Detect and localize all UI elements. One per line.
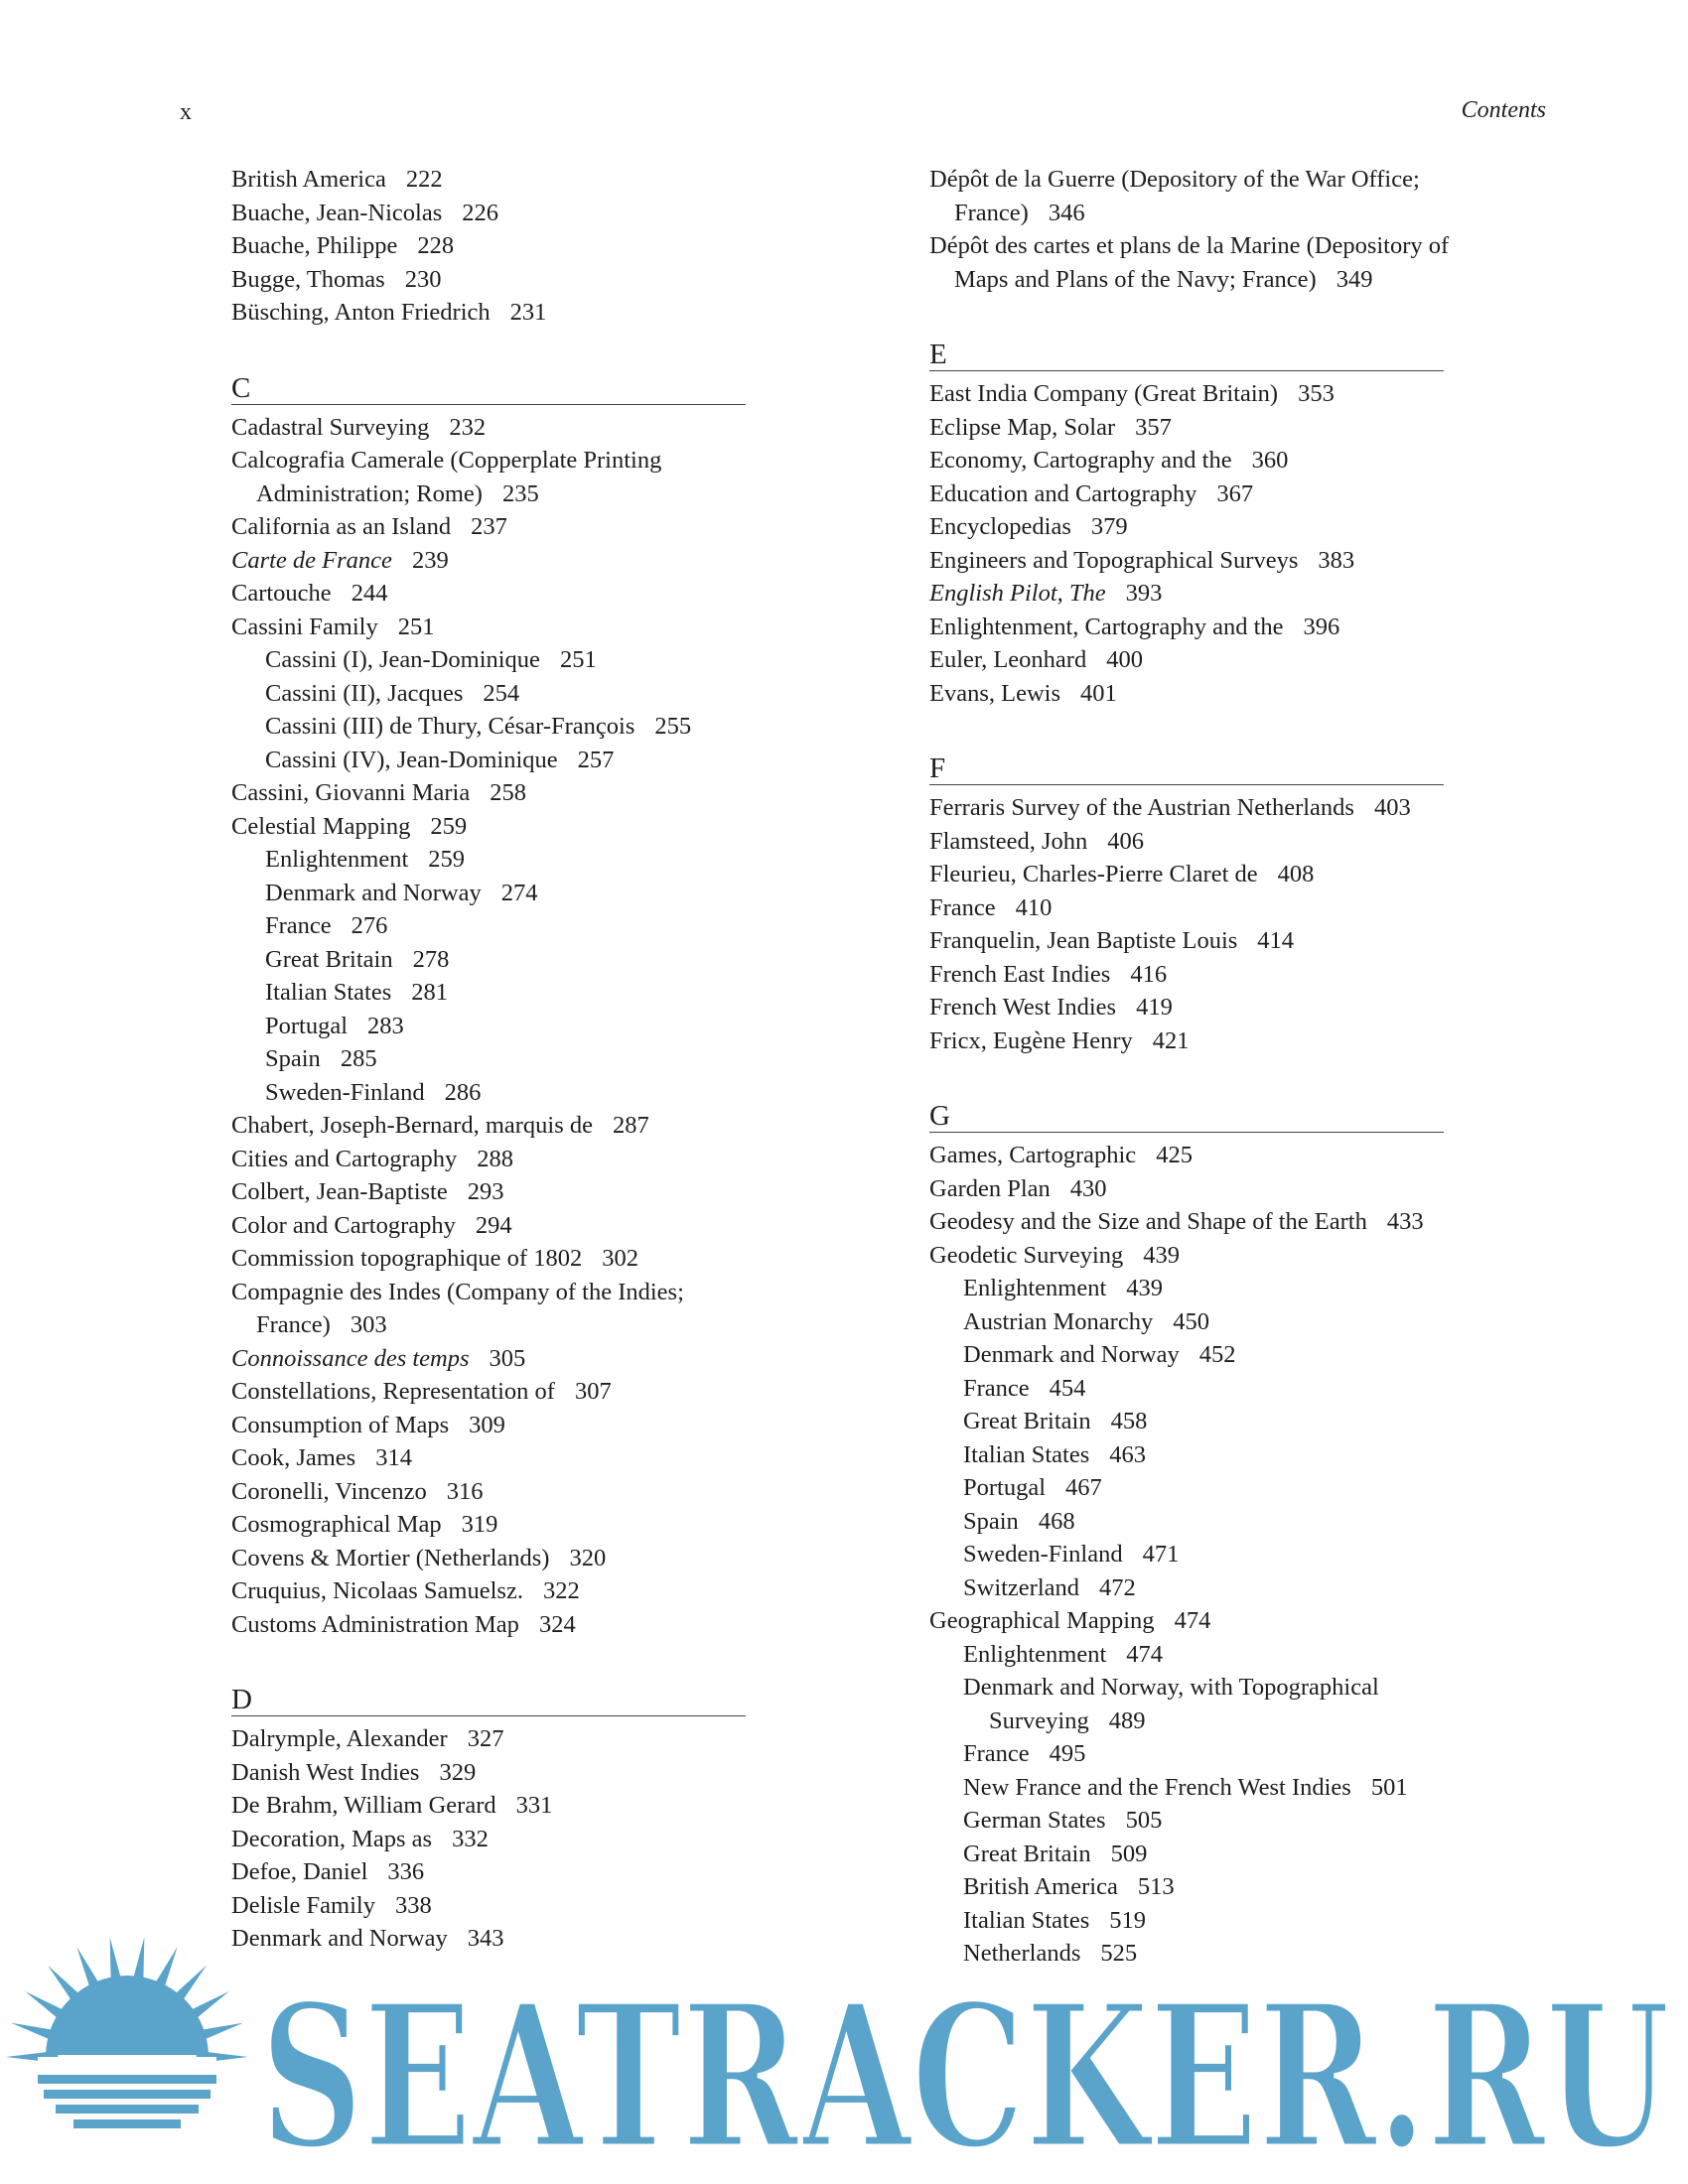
entry-title: Decoration, Maps as [231,1825,433,1852]
entry-title: Cadastral Surveying [231,413,430,441]
entry-page-number: 525 [1100,1940,1138,1967]
section-letter: F [929,752,1444,785]
entry-page-number: 276 [351,912,388,939]
entry-title: German States [963,1807,1106,1834]
entry-page-number: 322 [542,1577,580,1604]
contents-entry [929,1870,1446,1904]
entry-page-number: 400 [1106,646,1143,673]
entry-title: Surveying [989,1706,1089,1734]
entry-page-number: 379 [1090,513,1128,540]
contents-column-left [231,163,748,1956]
entry-title: Italian States [963,1906,1090,1934]
contents-entry [231,810,748,844]
entry-title: Great Britain [265,945,393,973]
entry-title: Cassini Family [231,613,378,640]
entry-page-number: 401 [1080,679,1117,707]
entry-page-number: 513 [1137,1873,1175,1900]
entry-title: Switzerland [963,1573,1080,1601]
entry-title: British America [963,1873,1118,1900]
entry-page-number: 421 [1152,1026,1190,1054]
contents-entry [231,1010,748,1043]
contents-entry [929,1305,1446,1339]
entry-page-number: 495 [1049,1740,1086,1767]
contents-column-right [929,163,1450,1971]
contents-entry [231,909,748,943]
contents-entry [231,976,748,1010]
entry-page-number: 259 [428,846,465,873]
contents-entry [231,1209,748,1243]
entry-title: Coronelli, Vincenzo [231,1477,427,1505]
entry-title: Calcografia Camerale (Copperplate Printing [231,447,662,474]
contents-entry [929,791,1446,825]
contents-entry [231,197,748,230]
entry-title: France) [954,199,1029,226]
entry-title: Denmark and Norway [963,1341,1180,1368]
contents-entry [231,544,748,578]
entry-page-number: 222 [405,166,443,193]
entry-title: Italian States [265,979,392,1006]
contents-entry [929,197,1446,230]
entry-page-number: 396 [1303,613,1340,640]
entry-page-number: 251 [397,613,435,640]
entry-title: Ferraris Survey of the Austrian Netherlands [929,794,1354,821]
entry-page-number: 430 [1069,1174,1107,1202]
contents-entry [929,858,1446,891]
entry-title: Evans, Lewis [929,679,1060,707]
contents-entry [929,825,1446,859]
entry-title: Eclipse Map, Solar [929,413,1116,441]
contents-entry [231,229,748,263]
contents-entry [929,1737,1446,1771]
entry-page-number: 509 [1110,1840,1148,1867]
entry-page-number: 433 [1386,1208,1424,1235]
entry-title: Engineers and Topographical Surveys [929,546,1299,574]
entry-page-number: 287 [613,1112,649,1139]
entry-title: Sweden-Finland [265,1078,425,1106]
entry-title: Cruquius, Nicolaas Samuelsz. [231,1577,523,1604]
entry-page-number: 255 [654,713,692,740]
contents-entry [231,1756,748,1790]
contents-entry [231,1475,748,1509]
contents-entry [231,1143,748,1176]
section-letter: G [929,1100,1444,1133]
entry-title: Denmark and Norway, with Topographical [963,1674,1379,1701]
contents-entry [231,643,748,677]
entry-page-number: 346 [1048,199,1085,226]
entry-title: Danish West Indies [231,1758,420,1786]
entry-page-number: 360 [1251,447,1289,474]
contents-entry [929,1804,1446,1838]
entry-page-number: 367 [1216,479,1254,507]
contents-entry [929,1538,1446,1571]
entry-title: Netherlands [963,1940,1081,1967]
contents-entry [231,611,748,644]
contents-entry [929,544,1446,578]
entry-title: Denmark and Norway [231,1925,448,1952]
contents-entry [929,1372,1446,1406]
contents-entry [231,943,748,977]
entry-title: Buache, Jean-Nicolas [231,199,443,226]
entry-page-number: 468 [1038,1507,1075,1535]
entry-title: Great Britain [963,1408,1091,1434]
entry-page-number: 338 [394,1891,432,1919]
entry-title: Constellations, Representation of [231,1378,555,1405]
entry-title: Dépôt des cartes et plans de la Marine (Depository of [929,232,1450,259]
contents-entry [231,1308,748,1342]
contents-entry [929,1438,1446,1472]
contents-entry [231,776,748,810]
contents-entry [231,1789,748,1823]
entry-title: Austrian Monarchy [963,1307,1154,1335]
entry-page-number: 383 [1318,546,1355,574]
contents-entry [231,1889,748,1923]
entry-title: Geodetic Surveying [929,1241,1124,1269]
entry-page-number: 228 [417,232,455,259]
entry-page-number: 472 [1099,1573,1136,1601]
entry-title: Geographical Mapping [929,1607,1155,1634]
entry-page-number: 286 [444,1078,482,1106]
entry-page-number: 329 [439,1758,477,1786]
entry-title: Compagnie des Indes (Company of the Indies; [231,1278,684,1305]
entry-title: English Pilot, The [929,580,1106,607]
watermark [0,1936,1688,2184]
contents-entry [231,1276,748,1309]
entry-page-number: 419 [1136,994,1173,1021]
entry-title: French East Indies [929,960,1111,988]
entry-title: Cosmographical Map [231,1511,442,1538]
contents-entry [929,444,1446,478]
entry-title: French West Indies [929,994,1117,1021]
contents-entry [929,1505,1446,1539]
entry-page-number: 314 [375,1444,412,1471]
contents-entry [929,991,1446,1024]
entry-title: Cook, James [231,1444,356,1471]
entry-title: Fricx, Eugène Henry [929,1026,1133,1054]
entry-title: Cities and Cartography [231,1145,458,1172]
entry-page-number: 467 [1065,1474,1102,1501]
entry-page-number: 285 [340,1045,377,1072]
contents-entry [929,1272,1446,1305]
contents-entry [929,1239,1446,1273]
entry-title: Colbert, Jean-Baptiste [231,1178,448,1205]
entry-title: France [963,1740,1030,1767]
watermark-text: SEATRACKER.RU [260,1961,1670,2184]
entry-title: France) [256,1311,331,1338]
entry-page-number: 283 [367,1012,404,1039]
entry-title: Bugge, Thomas [231,265,385,293]
entry-title: Flamsteed, John [929,827,1088,855]
entry-title: Cassini (II), Jacques [265,679,464,707]
contents-entry [231,444,748,478]
entry-page-number: 230 [404,265,442,293]
contents-entry [929,1205,1446,1239]
entry-title: East India Company (Great Britain) [929,380,1279,407]
entry-page-number: 416 [1130,960,1168,988]
entry-page-number: 501 [1370,1773,1408,1801]
entry-page-number: 251 [559,646,597,673]
contents-entry [231,510,748,544]
entry-page-number: 244 [351,580,388,607]
contents-entry [231,1823,748,1856]
entry-page-number: 406 [1107,827,1144,855]
entry-title: Covens & Mortier (Netherlands) [231,1544,550,1571]
contents-entry [231,296,748,330]
entry-title: Portugal [265,1012,349,1039]
section-letter: E [929,339,1444,371]
contents-entry [929,677,1446,711]
contents-entry [929,1571,1446,1605]
contents-entry [231,1242,748,1276]
contents-entry [231,577,748,611]
entry-page-number: 343 [467,1925,504,1952]
entry-title: British America [231,166,386,193]
entry-title: Encyclopedias [929,513,1071,540]
entry-page-number: 450 [1173,1307,1209,1335]
entry-title: Defoe, Daniel [231,1858,368,1885]
entry-title: Garden Plan [929,1174,1051,1202]
entry-page-number: 254 [483,679,520,707]
entry-page-number: 403 [1373,794,1411,821]
entry-title: Administration; Rome) [256,479,483,507]
entry-page-number: 226 [462,199,498,226]
entry-title: Denmark and Norway [265,879,482,906]
entry-page-number: 327 [467,1725,504,1752]
entry-title: Color and Cartography [231,1211,456,1239]
entry-page-number: 410 [1015,893,1053,921]
contents-entry [231,411,748,445]
entry-page-number: 336 [387,1858,425,1885]
entry-title: Buache, Philippe [231,232,398,259]
entry-page-number: 393 [1125,580,1163,607]
entry-title: Education and Cartography [929,479,1197,507]
contents-entry [929,1338,1446,1372]
contents-entry [929,411,1446,445]
entry-page-number: 274 [500,879,538,906]
section-letter: C [231,372,746,405]
section-spacer [231,1641,748,1684]
entry-page-number: 471 [1142,1541,1180,1568]
entry-title: Enlightenment [963,1275,1107,1301]
contents-entry [231,1608,748,1642]
contents-entry [929,1838,1446,1871]
entry-page-number: 232 [449,413,487,441]
entry-title: Enlightenment [963,1640,1107,1668]
entry-title: France [929,893,996,921]
entry-page-number: 278 [412,945,450,973]
contents-entry [231,843,748,877]
entry-title: New France and the French West Indies [963,1773,1351,1801]
entry-page-number: 414 [1257,927,1295,954]
contents-entry [929,1705,1446,1738]
entry-title: Economy, Cartography and the [929,447,1232,474]
section-letter: D [231,1684,746,1716]
entry-title: Fleurieu, Charles-Pierre Claret de [929,861,1258,887]
entry-title: Euler, Leonhard [929,646,1087,673]
contents-entry [231,1175,748,1209]
contents-entry [929,510,1446,544]
entry-page-number: 302 [602,1245,638,1272]
entry-page-number: 452 [1198,1341,1236,1368]
entry-title: Carte de France [231,546,392,574]
contents-entry [231,1409,748,1442]
entry-title: Great Britain [963,1840,1091,1867]
contents-entry [929,1771,1446,1805]
entry-page-number: 259 [430,812,468,840]
contents-entry [231,1441,748,1475]
entry-page-number: 231 [509,299,547,326]
contents-entry [929,1904,1446,1938]
page-number: x [180,99,192,125]
entry-title: Cartouche [231,580,332,607]
contents-entry [929,1604,1446,1638]
contents-entry [231,1042,748,1076]
contents-entry [231,1722,748,1756]
contents-entry [231,1542,748,1575]
entry-page-number: 324 [538,1610,576,1638]
contents-entry [929,1471,1446,1505]
entry-page-number: 439 [1126,1275,1163,1301]
contents-entry [231,1375,748,1409]
entry-title: Spain [265,1045,321,1072]
entry-page-number: 458 [1110,1408,1148,1434]
entry-page-number: 332 [452,1825,489,1852]
contents-entry [231,877,748,910]
contents-entry [231,677,748,711]
entry-page-number: 307 [574,1378,612,1405]
entry-title: France [265,912,332,939]
entry-title: Games, Cartographic [929,1142,1137,1168]
entry-page-number: 474 [1174,1607,1211,1634]
entry-page-number: 408 [1277,861,1315,887]
entry-title: Dalrymple, Alexander [231,1725,448,1752]
contents-entry [231,710,748,744]
entry-title: Cassini (I), Jean-Dominique [265,646,540,673]
entry-page-number: 237 [471,513,507,540]
contents-entry [929,1139,1446,1172]
entry-page-number: 474 [1126,1640,1163,1668]
section-spacer [231,330,748,372]
contents-entry [231,478,748,511]
entry-page-number: 309 [469,1411,505,1438]
entry-title: Cassini (IV), Jean-Dominique [265,746,558,773]
entry-page-number: 319 [461,1511,498,1538]
entry-page-number: 235 [501,479,539,507]
contents-entry [231,1342,748,1376]
section-spacer [929,710,1446,752]
entry-page-number: 519 [1109,1906,1146,1934]
entry-page-number: 303 [350,1311,387,1338]
entry-title: Portugal [963,1474,1047,1501]
entry-page-number: 349 [1336,265,1373,293]
contents-entry [929,1024,1446,1058]
contents-entry [929,263,1446,297]
contents-entry [231,744,748,777]
entry-page-number: 293 [467,1178,504,1205]
entry-title: Cassini (III) de Thury, César-François [265,713,635,740]
contents-entry [929,377,1446,411]
section-spacer [929,1057,1446,1100]
entry-page-number: 305 [489,1344,526,1372]
entry-title: Cassini, Giovanni Maria [231,779,471,806]
contents-entry [929,958,1446,992]
contents-entry [929,577,1446,611]
contents-entry [929,478,1446,511]
entry-title: De Brahm, William Gerard [231,1792,496,1819]
entry-title: California as an Island [231,513,452,540]
contents-entry [929,1405,1446,1438]
entry-page-number: 489 [1108,1706,1146,1734]
contents-entry [231,1508,748,1542]
entry-page-number: 258 [490,779,526,806]
entry-page-number: 320 [569,1544,607,1571]
entry-title: Enlightenment [265,846,409,873]
entry-title: Enlightenment, Cartography and the [929,613,1284,640]
entry-page-number: 357 [1135,413,1172,441]
entry-page-number: 239 [411,546,449,574]
entry-title: Consumption of Maps [231,1411,450,1438]
entry-title: France [963,1374,1030,1402]
contents-entry [231,1109,748,1143]
contents-entry [929,611,1446,644]
contents-entry [231,263,748,297]
entry-page-number: 454 [1049,1374,1086,1402]
section-spacer [929,296,1446,339]
entry-title: Celestial Mapping [231,812,411,840]
contents-entry [231,1574,748,1608]
contents-entry [231,1076,748,1110]
entry-title: Büsching, Anton Friedrich [231,299,491,326]
running-head: Contents [1461,97,1546,123]
entry-page-number: 505 [1125,1807,1163,1834]
entry-title: Franquelin, Jean Baptiste Louis [929,927,1238,954]
entry-title: Maps and Plans of the Navy; France) [954,265,1317,293]
contents-entry [929,924,1446,958]
entry-page-number: 353 [1298,380,1335,407]
entry-title: Delisle Family [231,1891,375,1919]
entry-title: Commission topographique of 1802 [231,1245,583,1272]
entry-title: Customs Administration Map [231,1610,519,1638]
entry-page-number: 425 [1156,1142,1193,1168]
entry-title: Italian States [963,1440,1090,1468]
entry-title: Chabert, Joseph-Bernard, marquis de [231,1112,593,1139]
entry-page-number: 439 [1143,1241,1181,1269]
entry-page-number: 316 [446,1477,484,1505]
contents-entry [929,229,1450,263]
entry-page-number: 257 [577,746,615,773]
contents-entry [231,1855,748,1889]
entry-title: Spain [963,1507,1019,1535]
entry-title: Sweden-Finland [963,1541,1123,1568]
entry-page-number: 331 [515,1792,553,1819]
entry-title: Connoissance des temps [231,1344,470,1372]
entry-title: Dépôt de la Guerre (Depository of the War Office; [929,166,1420,193]
entry-page-number: 281 [411,979,448,1006]
entry-page-number: 288 [477,1145,514,1172]
contents-entry [929,1638,1446,1672]
contents-entry [929,1671,1446,1705]
entry-title: Geodesy and the Size and Shape of the Earth [929,1208,1367,1235]
contents-entry [929,891,1446,925]
contents-entry [929,643,1446,677]
entry-page-number: 463 [1109,1440,1146,1468]
contents-entry [929,1172,1446,1206]
contents-entry [231,163,748,197]
sun-burst-icon [6,1937,248,2138]
contents-entry [929,163,1446,197]
entry-page-number: 294 [475,1211,512,1239]
